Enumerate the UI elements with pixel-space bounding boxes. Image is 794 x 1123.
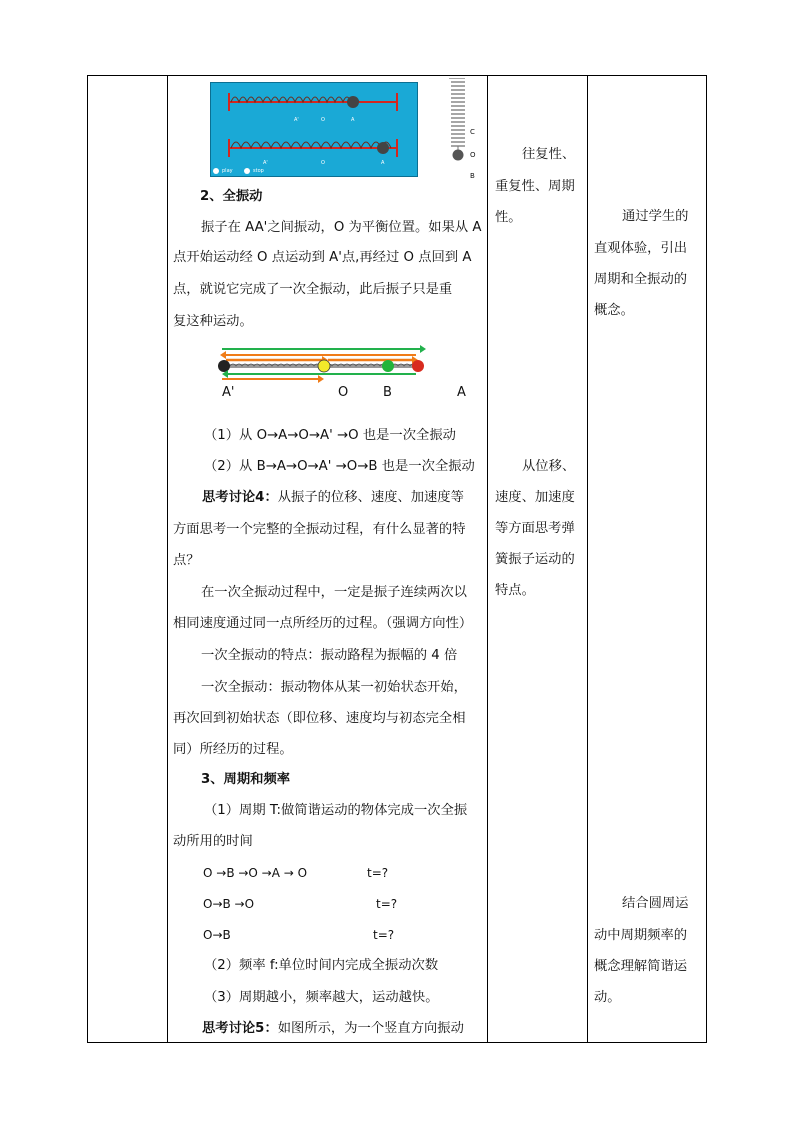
col3-note-line: 往复性、 [522, 147, 576, 162]
play-button-label[interactable]: play [222, 168, 233, 174]
paragraph-line: 动所用的时间 [173, 834, 253, 849]
col4-note-line: 结合圆周运 [622, 896, 689, 911]
col3-note-line: 从位移、 [522, 459, 576, 474]
col-divider [167, 75, 168, 1043]
sequence-line: O →B →O →A → O [203, 866, 308, 880]
col3-note-line: 簧振子运动的 [495, 552, 575, 567]
col-divider [587, 75, 588, 1043]
think-discuss-5-text: 如图所示，为一个竖直方向振动 [277, 1021, 464, 1036]
think-discuss-4-label: 思考讨论4： [202, 490, 278, 505]
col3-note-line: 速度、加速度 [495, 490, 575, 505]
paragraph-line: 一次全振动的特点：振动路程为振幅的 4 倍 [201, 648, 458, 663]
example-line: （1）从 O→A→O→A' →O 也是一次全振动 [204, 428, 456, 443]
time-question: t=? [376, 897, 398, 911]
fig2-label-a: A [457, 385, 466, 400]
fig2-label-a-prime: A' [222, 385, 235, 400]
paragraph-line: 相同速度通过同一点所经历的过程。（强调方向性） [173, 616, 473, 631]
paragraph-line: 点？ [173, 553, 200, 568]
sim-label-a-prime: A' [263, 160, 268, 166]
col3-note-line: 性。 [495, 210, 522, 225]
sim-label-o: O [321, 117, 325, 123]
sequence-line: O→B →O [203, 897, 255, 911]
paragraph-line: （3）周期越小，频率越大，运动越快。 [204, 990, 439, 1005]
col4-note-line: 周期和全振动的 [594, 272, 688, 287]
paragraph-line: 点开始运动经 O 点运动到 A'点,再经过 O 点回到 A [173, 250, 472, 265]
col-divider [487, 75, 488, 1043]
time-question: t=? [367, 866, 389, 880]
paragraph-line: 在一次全振动过程中，一定是振子连续两次以 [201, 585, 467, 600]
paragraph-line: （2）频率 f:单位时间内完成全振动次数 [204, 958, 439, 973]
paragraph-line: 再次回到初始状态（即位移、速度均与初态完全相 [173, 711, 466, 726]
col4-note-line: 动。 [594, 990, 621, 1005]
col-divider [87, 75, 88, 1043]
paragraph-line: 复这种运动。 [173, 314, 253, 329]
vspring-label-b: B [470, 172, 475, 180]
col4-note-line: 概念。 [594, 303, 634, 318]
col-divider [706, 75, 707, 1043]
time-question: t=? [373, 928, 395, 942]
col3-note-line: 重复性、周期 [495, 179, 575, 194]
col4-note-line: 通过学生的 [622, 209, 689, 224]
fig2-label-o: O [338, 385, 349, 400]
sim-label-o: O [321, 160, 325, 166]
paragraph-line: 方面思考一个完整的全振动过程，有什么显著的特 [173, 522, 466, 537]
paragraph-line: （1）周期 T:做简谐运动的物体完成一次全振 [204, 803, 468, 818]
fig2-label-b: B [383, 385, 392, 400]
think-discuss-4-text: 从振子的位移、速度、加速度等 [277, 490, 464, 505]
col3-note-line: 等方面思考弹 [495, 521, 575, 536]
example-line: （2）从 B→A→O→A' →O→B 也是一次全振动 [204, 459, 475, 474]
vspring-label-o: O [470, 151, 476, 159]
col4-note-line: 动中周期频率的 [594, 928, 688, 943]
paragraph-line: 点，就说它完成了一次全振动，此后振子只是重 [173, 282, 453, 297]
sim-label-a: A [351, 117, 355, 123]
vspring-label-c: C [470, 128, 475, 136]
paragraph-line: 振子在 AA'之间振动，O 为平衡位置。如果从 A [201, 220, 482, 235]
lesson-content-column [173, 75, 485, 1043]
paragraph-line: 一次全振动：振动物体从某一初始状态开始， [201, 680, 467, 695]
stop-button-label[interactable]: stop [253, 168, 264, 174]
heading-full-vibration: 2、全振动 [200, 189, 263, 204]
sim-label-a-prime: A' [294, 117, 299, 123]
col4-note-line: 概念理解简谐运 [594, 959, 688, 974]
sim-label-a: A [381, 160, 385, 166]
sequence-line: O→B [203, 928, 231, 942]
think-discuss-5-label: 思考讨论5： [202, 1021, 278, 1036]
col3-note-line: 特点。 [495, 583, 535, 598]
heading-period-frequency: 3、周期和频率 [201, 772, 291, 787]
col4-note-line: 直观体验，引出 [594, 241, 688, 256]
paragraph-line: 同）所经历的过程。 [173, 742, 293, 757]
